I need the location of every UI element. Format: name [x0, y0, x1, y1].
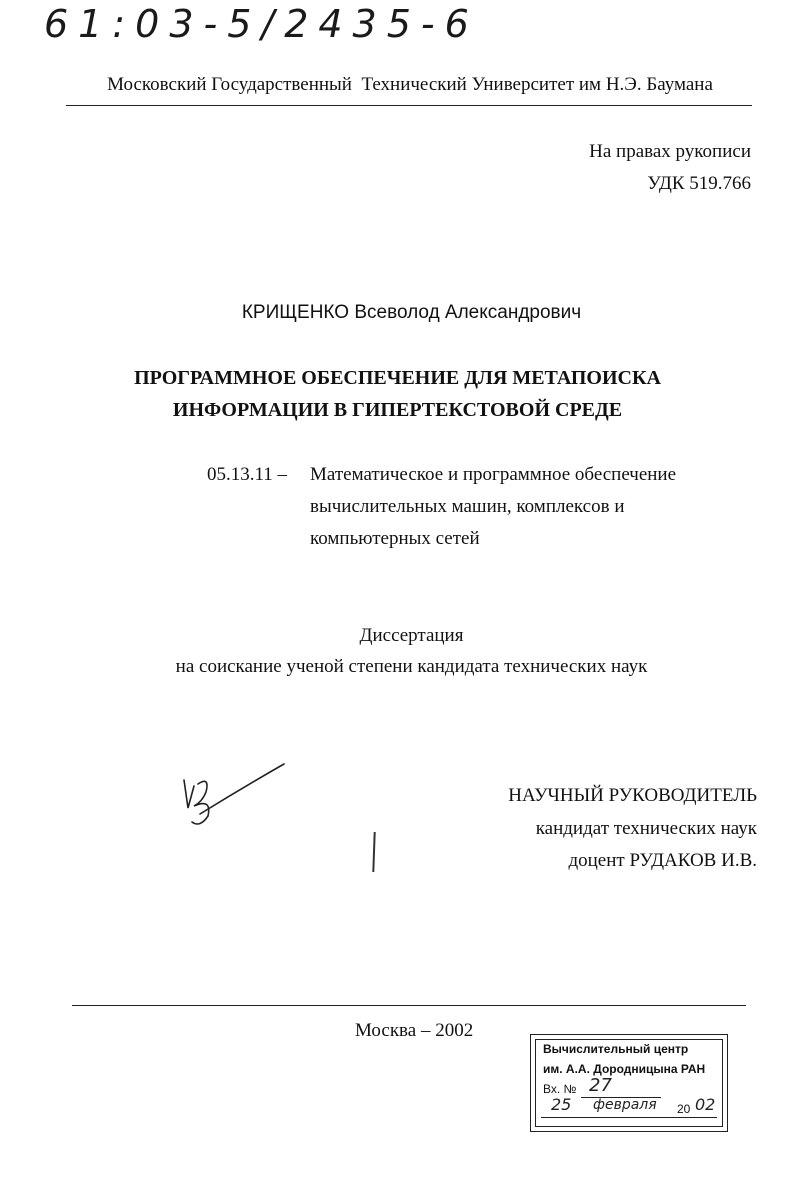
stamp-line2: им. А.А. Дородницына РАН — [543, 1062, 706, 1076]
author-name: КРИЩЕНКО Всеволод Александрович — [241, 302, 582, 323]
stamp-date-month: февраля — [593, 1097, 657, 1113]
specialty-code: 05.13.11 – — [207, 464, 288, 485]
city-year: Москва – 2002 — [355, 1020, 474, 1041]
stamp-date-day: 25 — [551, 1095, 572, 1114]
signature-mark — [372, 832, 375, 872]
stamp-year-prefix: 20 — [677, 1102, 691, 1116]
degree-type: Диссертация — [359, 625, 464, 646]
specialty-line2: вычислительных машин, комплексов и — [310, 496, 625, 517]
stamp-line1: Вычислительный центр — [543, 1042, 689, 1056]
supervisor-name: доцент РУДАКОВ И.В. — [568, 850, 757, 871]
header-rule — [66, 105, 752, 106]
thesis-title-line2: ИНФОРМАЦИИ В ГИПЕРТЕКСТОВОЙ СРЕДЕ — [172, 399, 623, 421]
specialty-line1: Математическое и программное обеспечение — [310, 464, 677, 485]
stamp-in-label: Вх. № — [543, 1082, 577, 1096]
signature — [172, 758, 302, 838]
library-stamp — [530, 1034, 728, 1132]
specialty-line3: компьютерных сетей — [310, 528, 480, 549]
thesis-title-line1: ПРОГРАММНОЕ ОБЕСПЕЧЕНИЕ ДЛЯ МЕТАПОИСКА — [134, 367, 661, 389]
manuscript-rights: На правах рукописи — [589, 141, 751, 162]
udc-code: УДК 519.766 — [647, 173, 751, 194]
stamp-year-suffix: 02 — [695, 1095, 716, 1114]
archive-number: 61:03-5/2435-6 — [44, 2, 479, 46]
footer-rule — [72, 1005, 746, 1006]
stamp-in-number: 27 — [589, 1075, 612, 1096]
supervisor-heading: НАУЧНЫЙ РУКОВОДИТЕЛЬ — [508, 785, 757, 806]
supervisor-degree: кандидат технических наук — [535, 818, 757, 839]
degree-description: на соискание ученой степени кандидата технических наук — [175, 656, 648, 677]
institution-name: Московский Государственный Технический Университет им Н.Э. Баумана — [107, 74, 713, 95]
